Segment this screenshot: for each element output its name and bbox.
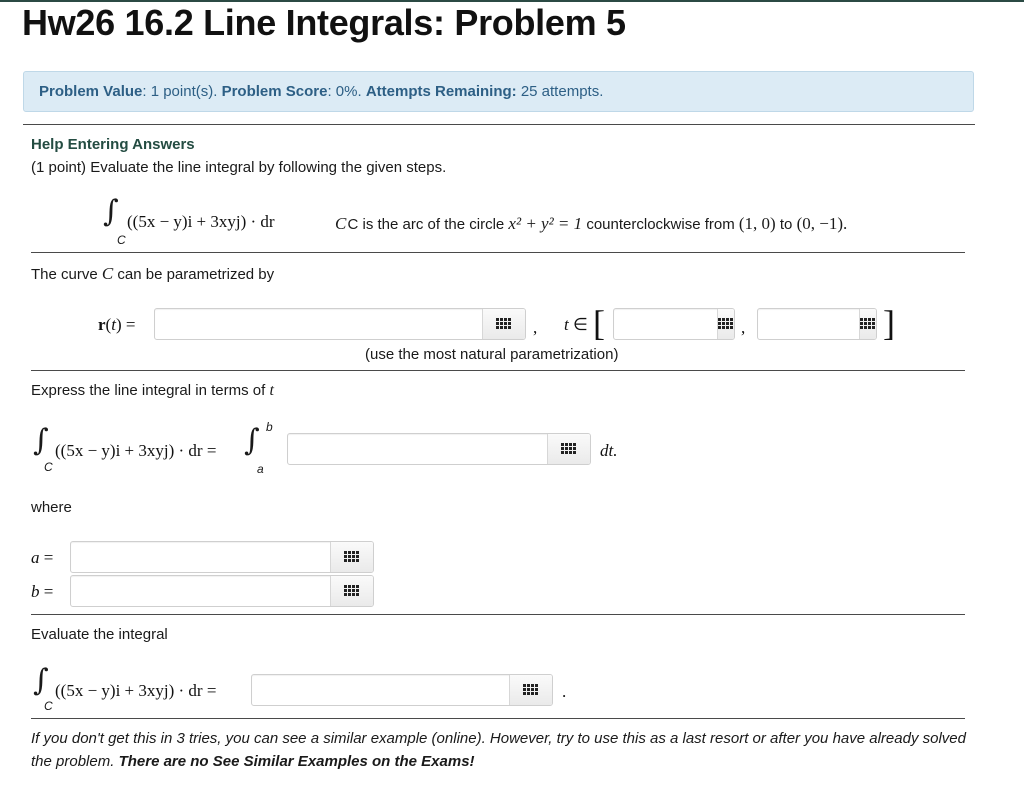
dt-label (600, 441, 617, 461)
express-lhs: ((5x − y)i + 3xyj) · dr = (55, 441, 217, 460)
equation-editor-icon[interactable] (717, 309, 734, 339)
equation-editor-icon[interactable] (482, 309, 525, 339)
keypad-grid-icon (344, 585, 360, 597)
integrand-field[interactable] (288, 434, 547, 464)
left-bracket: [ (593, 303, 605, 343)
t-start-input[interactable] (613, 308, 735, 340)
page-title: Hw26 16.2 Line Integrals: Problem 5 (22, 2, 626, 43)
end-point: (0, −1). (796, 214, 848, 233)
b-field[interactable] (71, 576, 330, 606)
keypad-grid-icon (344, 551, 360, 563)
lower-limit: a (257, 462, 264, 476)
a-field[interactable] (71, 542, 330, 572)
integral-subscript-c: C (117, 233, 126, 247)
express-heading-text: Express the line integral in terms of (31, 382, 266, 399)
divider (31, 252, 965, 253)
a-input[interactable] (70, 541, 374, 573)
equation-editor-icon[interactable] (330, 576, 373, 606)
curve-direction-text: counterclockwise from (586, 216, 735, 233)
keypad-grid-icon (496, 318, 512, 330)
keypad-grid-icon (523, 684, 539, 696)
problem-status-bar (23, 71, 974, 112)
definite-integral-sign: ∫ (244, 423, 260, 458)
start-point: (1, 0) (738, 214, 776, 233)
problem-integrand: ((5x − y)i + 3xyj) · dr (127, 212, 275, 231)
equation-editor-icon[interactable] (859, 309, 876, 339)
param-heading-text-b: can be parametrized by (117, 266, 275, 283)
comma: , (741, 318, 746, 337)
help-entering-answers-link[interactable]: Help Entering Answers (31, 136, 195, 153)
keypad-grid-icon (561, 443, 577, 455)
footer-note-bold: There are no See Similar Examples on the Exams! (118, 753, 475, 770)
integral-sign: ∫ (33, 423, 49, 458)
t-end-input[interactable] (757, 308, 877, 340)
a-label: a = (31, 548, 54, 567)
express-heading (31, 382, 274, 400)
param-heading (31, 264, 274, 284)
equation-editor-icon[interactable] (509, 675, 552, 705)
footer-note (31, 727, 981, 773)
curve-equation: x² + y² = 1 (508, 214, 583, 233)
result-input[interactable] (251, 674, 553, 706)
divider (23, 124, 975, 125)
t-start-field[interactable] (613, 309, 717, 339)
equation-editor-icon[interactable] (547, 434, 590, 464)
footer-note-text: If you don't get this in 3 tries, you can see a similar example (online). However, try to use this as a last resort or after you have already solved the problem. (31, 730, 966, 770)
curve-text: C is the arc of the circle (347, 216, 505, 233)
problem-score-label: Problem Score (221, 83, 328, 100)
integral-subscript-c: C (44, 460, 53, 474)
evaluate-heading: Evaluate the integral (31, 626, 168, 643)
r-of-t-label: r(t) = (98, 315, 136, 334)
integral-sign: ∫ (103, 194, 119, 229)
keypad-grid-icon (860, 318, 876, 330)
problem-intro: (1 point) Evaluate the line integral by following the given steps. (31, 159, 447, 176)
problem-value: : 1 point(s). (142, 83, 222, 100)
param-hint: (use the most natural parametrization) (365, 346, 619, 363)
integrand-input[interactable] (287, 433, 591, 465)
problem-score: : 0%. (327, 83, 366, 100)
right-bracket: ] (883, 303, 895, 343)
keypad-grid-icon (718, 318, 734, 330)
problem-value-label: Problem Value (39, 83, 143, 100)
param-heading-text-a: The curve (31, 266, 98, 283)
curve-symbol: C (101, 264, 114, 283)
divider (31, 718, 965, 719)
comma: , (533, 318, 538, 337)
r-of-t-input[interactable] (154, 308, 526, 340)
where-label: where (31, 499, 72, 516)
evaluate-lhs: ((5x − y)i + 3xyj) · dr = (55, 681, 217, 700)
to-word: to (779, 216, 793, 233)
period: . (562, 682, 567, 701)
t-variable: t (269, 382, 274, 399)
equation-editor-icon[interactable] (330, 542, 373, 572)
dt-text: dt. (600, 441, 618, 460)
b-label: b = (31, 582, 54, 601)
r-of-t-field[interactable] (155, 309, 482, 339)
curve-description: C C is the arc of the circle x² + y² = 1 counterclockwise from (1, 0) to (0, −1). (335, 214, 848, 233)
upper-limit: b (266, 420, 273, 434)
integral-sign: ∫ (33, 663, 49, 698)
divider (31, 370, 965, 371)
t-end-field[interactable] (757, 309, 859, 339)
attempts-remaining: 25 attempts. (516, 83, 604, 100)
divider (31, 614, 965, 615)
b-input[interactable] (70, 575, 374, 607)
attempts-label: Attempts Remaining: (365, 83, 517, 100)
integral-subscript-c: C (44, 699, 53, 713)
result-field[interactable] (252, 675, 509, 705)
t-in-label: t ∈ (564, 315, 588, 334)
